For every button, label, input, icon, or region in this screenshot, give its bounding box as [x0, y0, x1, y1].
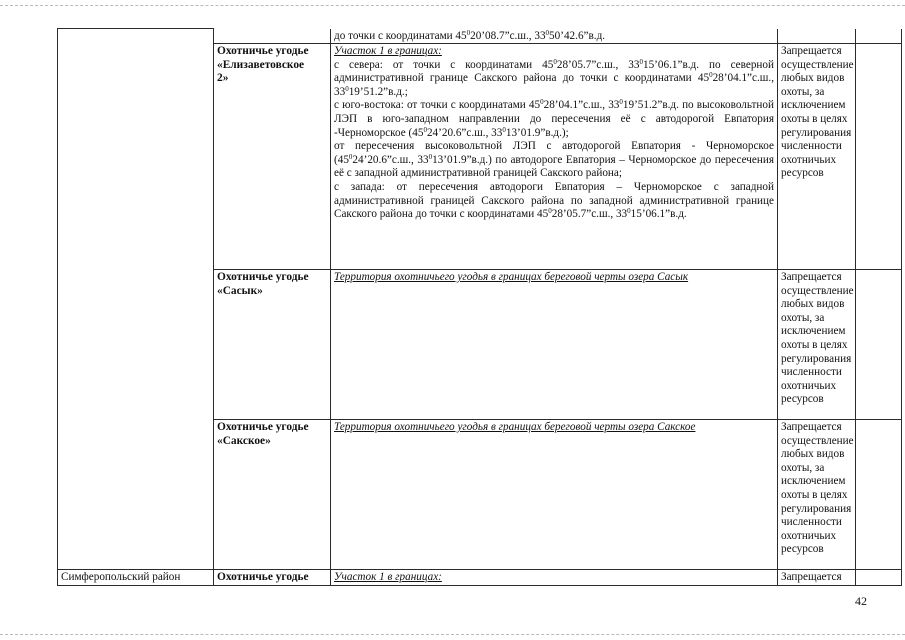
table-row — [58, 570, 902, 586]
hunting-ground-name-line: 2» — [217, 72, 229, 85]
continuation-cell — [331, 29, 778, 44]
extra-cell — [856, 570, 902, 586]
boundary-heading: Территория охотничьего угодья в границах береговой черты озера Сакское — [334, 421, 696, 434]
hunting-ground-name-line: Охотничье угодье — [217, 571, 309, 584]
hunting-ground-name — [214, 44, 331, 270]
name-cell-empty — [214, 29, 331, 44]
restriction-status: Запрещается осуществление любых видов охоты, за исключением охоты в целях регулирования численности охотничьих ресурсов — [778, 270, 856, 420]
extra-cell — [856, 270, 902, 420]
hunting-ground-name — [214, 270, 331, 420]
restriction-status: Запрещается — [778, 570, 856, 586]
hunting-ground-name-line: Охотничье угодье — [217, 421, 309, 434]
hunting-ground-name-line: «Елизаветовское — [217, 58, 305, 71]
boundary-description — [331, 44, 778, 270]
restriction-status: Запрещается осуществление любых видов охоты, за исключением охоты в целях регулирования численности охотничьих ресурсов — [778, 44, 856, 270]
page-number: 42 — [855, 594, 867, 608]
scan-edge-top — [0, 5, 905, 6]
extra-cell — [856, 420, 902, 570]
hunting-ground-name-line: «Сасык» — [217, 284, 263, 297]
hunting-ground-name — [214, 570, 331, 586]
continuation-text: 20’08.7”с.ш., 33 — [470, 29, 546, 42]
extra-cell — [856, 44, 902, 270]
degree-mark: 0 — [466, 28, 471, 37]
continuation-text: до точки с координатами 45 — [334, 29, 467, 42]
status-cell-empty — [778, 29, 856, 44]
hunting-ground-name-line: «Сакское» — [217, 434, 271, 447]
boundary-heading: Участок 1 в границах: — [334, 45, 442, 58]
boundary-heading: Участок 1 в границах: — [334, 571, 442, 584]
hunting-ground-name-line: Охотничье угодье — [217, 271, 309, 284]
boundary-description — [331, 570, 778, 586]
degree-mark: 0 — [545, 28, 550, 37]
district-cell-empty — [58, 29, 214, 570]
boundary-text: с севера: от точки с координатами $45^028’05.7”с.ш$., $33^015’06.1”в.д$. по северной административной границе Сакского района до точки с координатами $45^028’04.1”с.ш$., $33^019’51.2”в.д$.; с юго-востока: от точки с координатами $45^028’04.1”с.ш$., $33^019’51.2”в.д$. по высоковольтной ЛЭП в юго-западном направлении до пересечения её с автодорогой Евпатория -Черноморское ($45^024’20.6”с.ш$., $33^013’01.9”в.д$.); от пересечения высоковольтной ЛЭП с автодорогой Евпатория - Черноморское ($45^024’20.6”с.ш$., $33^013’01.9”в.д$.) по автодороге Евпатория – Черноморское до пересечения её с западной административной границей Сакского района; с запада: от пересечения автодороги Евпатория – Черноморское с западной административной границей Сакского района по западной административной границе Сакского района до точки с координатами $45^028’05.7”с.ш$., $33^015’06.1”в.д$. — [334, 57, 774, 221]
boundary-description — [331, 420, 778, 570]
boundary-heading: Территория охотничьего угодья в границах береговой черты озера Сасык — [334, 271, 689, 284]
restriction-status: Запрещается осуществление любых видов охоты, за исключением охоты в целях регулирования численности охотничьих ресурсов — [778, 420, 856, 570]
table-row-continuation — [58, 29, 902, 44]
scan-edge-bottom — [0, 634, 905, 635]
boundary-description — [331, 270, 778, 420]
continuation-text: 50’42.6”в.д. — [549, 29, 606, 42]
hunting-grounds-table — [57, 28, 902, 586]
district-name: Симферопольский район — [58, 570, 214, 586]
extra-cell — [856, 29, 902, 44]
hunting-ground-name-line: Охотничье угодье — [217, 45, 309, 58]
hunting-ground-name — [214, 420, 331, 570]
